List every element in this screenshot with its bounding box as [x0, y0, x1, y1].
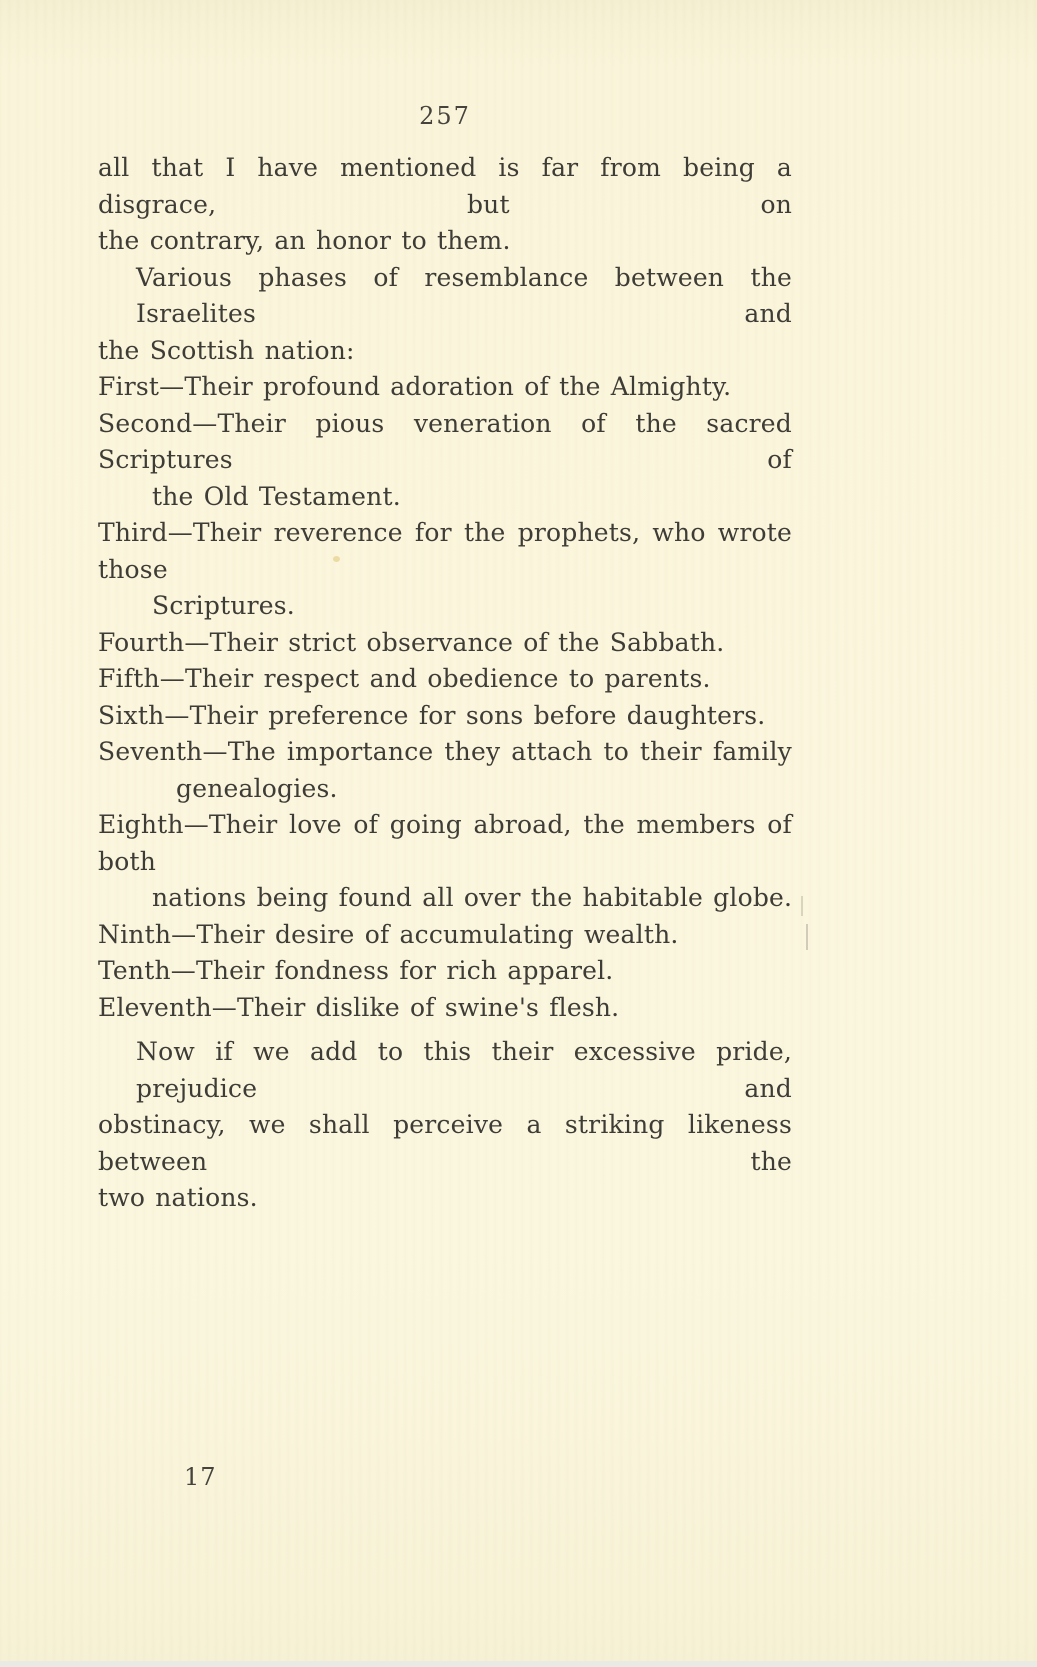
text-line: two nations.: [98, 1183, 258, 1212]
list-item-second: Second—Their pious veneration of the sacred Scriptures of: [98, 408, 792, 474]
text-line: all that I have mentioned is far from being a disgrace, but on: [98, 153, 792, 219]
page-body-text: [98, 150, 792, 1217]
text-line: the Scottish nation:: [98, 335, 355, 365]
list-item-ninth: Ninth—Their desire of accumulating wealth.: [98, 919, 679, 949]
text-line: Now if we add to this their excessive pride, prejudice and: [136, 1037, 792, 1103]
stray-ink-mark: [801, 896, 803, 916]
page-number: 257: [419, 102, 471, 130]
list-item-seventh: Seventh—The importance they attach to their family: [98, 737, 792, 766]
foxing-speck: [333, 556, 340, 562]
text-line: obstinacy, we shall perceive a striking likeness between the: [98, 1110, 792, 1176]
list-item-seventh-cont: genealogies.: [176, 773, 338, 803]
list-item-fourth: Fourth—Their strict observance of the Sabbath.: [98, 627, 725, 657]
list-item-first: First—Their profound adoration of the Almighty.: [98, 372, 732, 401]
stray-ink-mark: [806, 924, 808, 950]
list-item-fifth: Fifth—Their respect and obedience to parents.: [98, 664, 711, 693]
list-item-third-cont: Scriptures.: [152, 591, 295, 620]
list-item-third: Third—Their reverence for the prophets, who wrote those: [98, 518, 792, 584]
text-line: Various phases of resemblance between the Israelites and: [136, 262, 792, 328]
list-item-eighth: Eighth—Their love of going abroad, the members of both: [98, 810, 792, 876]
list-item-sixth: Sixth—Their preference for sons before daughters.: [98, 700, 766, 730]
list-item-second-cont: the Old Testament.: [152, 481, 401, 511]
list-item-eighth-cont: nations being found all over the habitable globe.: [152, 883, 793, 912]
text-line: the contrary, an honor to them.: [98, 226, 511, 255]
list-item-tenth: Tenth—Their fondness for rich apparel.: [98, 956, 614, 985]
footer-page-number: 17: [184, 1463, 217, 1491]
list-item-eleventh: Eleventh—Their dislike of swine's flesh.: [98, 992, 620, 1022]
scan-bottom-edge: [0, 1661, 1037, 1667]
